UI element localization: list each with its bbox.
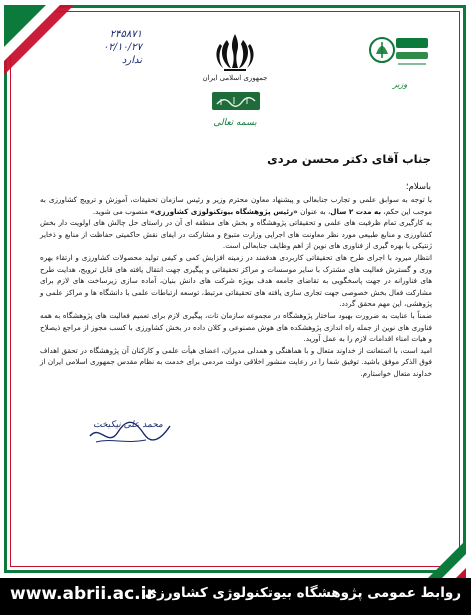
letter-salutation: باسلام؛ [405, 182, 431, 192]
letter-paragraph-3: انتظار میرود با اجرای طرح های تحقیقاتی کاربردی هدفمند در زمینه افزایش کمی و کیفی تولید محصولات کشاورزی و ارتقاء بهره وری و گسترش فعالیت های مشترک با سایر موسسات و مراکز تحقیقاتی و پیگیری جهت انتقال یافته های قابل ترویج، هدایت طرح های فناورانه در جهت پاسخگویی به تقاضای جامعه هدف بویژه شرکت های دانش بنیان، آماده سازی زیرساخت های لازم برای مشارکت فعال بخش خصوصی جهت تجاری سازی یافته های تحقیقاتی مرتبط، توسعه ارتباطات علمی با دانشگاه ها و مراکز علمی و پژوهشی، این مهم محقق گردد. [40, 252, 432, 309]
minister-label: وزیر [392, 80, 408, 89]
letter-number: ۲۴۵۸۷۱ [109, 29, 142, 40]
bismillah-caption: بسمه تعالی [213, 118, 257, 128]
jahad-keshavarzi-logo-icon [368, 28, 432, 76]
bismillah-calligraphy-icon [212, 92, 260, 110]
footer-title: روابط عمومی پژوهشگاه بیوتکنولوژی کشاورزی [144, 585, 461, 601]
government-name: جمهوری اسلامی ایران [202, 74, 268, 82]
letter-paragraph-5: امید است، با استعانت از خداوند متعال و با هماهنگی و همدلی مدیران، اعضای هیأت علمی و کارکنان آن پژوهشگاه در تحقق اهداف فوق الذکر موفق باشید. توفیق شما را در رعایت منشور اخلاقی دولت مردمی برای خدمت به نظام مقدس جمهوری اسلامی ایران از خداوند متعال خواستارم. [40, 345, 432, 378]
letter-attachment: ندارد [121, 55, 142, 66]
letter-recipient: جناب آقای دکتر محسن مردی [267, 152, 431, 166]
letter-date: ۰۲/۱۰/۲۷ [103, 42, 142, 53]
letter-paragraph-2: به کارگیری تمام ظرفیت های علمی و تحقیقاتی پژوهشگاه و بخش های منطقه ای آن در راستای حل چالش های اولویت دار بخش کشاورزی و منابع طبیعی مورد نظر معاونت های اجرایی وزارت متبوع و مشارکت در ایفای نقش حاکمیتی حفاظت از منابع و ذخایر ژنتیکی با بهره گیری از فناوری های نوین از اهم وظایف جنابعالی است. [40, 218, 432, 251]
corner-decoration-top-left-core [4, 5, 46, 47]
signature-name: محمد علی نیکبخت [93, 420, 163, 430]
letter-paragraph-4: ضمناً با عنایت به ضرورت بهبود ساختار پژوهشگاه در مجموعه سازمان تات، پیگیری لازم برای تعمیم فعالیت های پژوهشگاه به همه فناوری های نوین از جمله راه اندازی پژوهشکده های هوش مصنوعی و کلان داده در بخش کشاورزی با کسب مجوز از مراجع ذیصلاح و هیات امناء اقدامات لازم را به عمل آورید. [40, 310, 432, 344]
letter-body [40, 194, 432, 380]
footer-website-link[interactable]: www.abrii.ac.ir [10, 584, 155, 604]
letter-paragraph-1: با توجه به سوابق علمی و تجارب جنابعالی و پیشنهاد معاون محترم وزیر و رئیس سازمان تحقیقات، آموزش و ترویج کشاورزی به موجب این حکم، به مدت ۲ سال، به عنوان «رئیس پژوهشگاه بیوتکنولوژی کشاورزی» منصوب می شوید. [40, 195, 432, 216]
letter-meta-handwritten [52, 28, 142, 67]
iran-emblem-icon [210, 30, 260, 74]
